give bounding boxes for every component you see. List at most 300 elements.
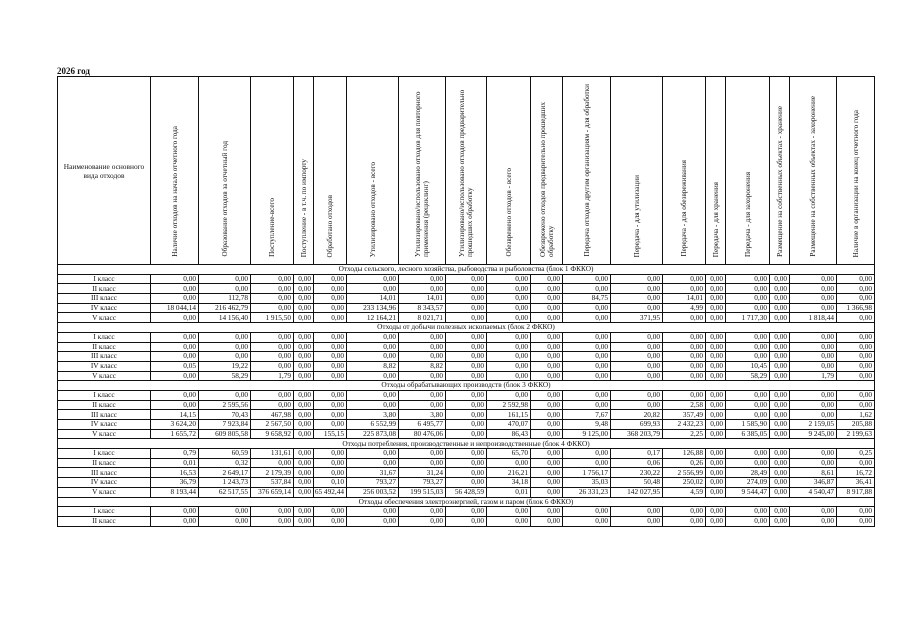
table-cell: 80 476,06: [399, 429, 446, 439]
table-row: [58, 390, 875, 400]
hazard-class-label: I класс: [58, 449, 151, 459]
table-row: [58, 449, 875, 459]
table-cell: 0,00: [726, 352, 770, 362]
column-header: [663, 77, 706, 265]
table-cell: 0,00: [314, 507, 347, 517]
table-cell: 0,00: [347, 507, 399, 517]
table-cell: 0,00: [770, 342, 790, 352]
section-title: Отходы сельского, лесного хозяйства, рыбоводства и рыболовства (блок 1 ФККО): [58, 265, 875, 275]
table-cell: 0,00: [837, 400, 875, 410]
table-cell: 0,00: [611, 352, 663, 362]
table-cell: 0,00: [399, 352, 446, 362]
table-cell: 0,00: [611, 342, 663, 352]
table-cell: 1,62: [837, 410, 875, 420]
table-cell: 376 659,14: [251, 487, 294, 497]
table-cell: 0,00: [399, 449, 446, 459]
table-cell: 1 655,72: [151, 429, 199, 439]
table-cell: 0,00: [726, 342, 770, 352]
table-cell: 0,00: [663, 274, 706, 284]
table-cell: 0,00: [314, 342, 347, 352]
hazard-class-label: II класс: [58, 342, 151, 352]
table-cell: 0,00: [563, 284, 611, 294]
section-row: [58, 381, 875, 391]
table-cell: 0,00: [726, 303, 770, 313]
table-cell: 0,00: [611, 294, 663, 304]
table-cell: 0,00: [611, 332, 663, 342]
table-cell: 1 243,73: [199, 478, 251, 488]
table-cell: 0,00: [446, 468, 487, 478]
table-cell: 2,58: [663, 400, 706, 410]
table-cell: 0,00: [531, 361, 563, 371]
table-cell: 1 366,98: [837, 303, 875, 313]
table-cell: 0,00: [294, 390, 314, 400]
table-cell: 0,00: [294, 361, 314, 371]
table-cell: 0,00: [399, 332, 446, 342]
table-cell: 2 649,17: [199, 468, 251, 478]
table-cell: 0,00: [563, 342, 611, 352]
table-cell: 84,75: [563, 294, 611, 304]
table-cell: 8 021,71: [399, 313, 446, 323]
table-cell: 0,00: [531, 507, 563, 517]
table-cell: 0,00: [399, 342, 446, 352]
table-cell: 0,00: [531, 371, 563, 381]
hazard-class-label: III класс: [58, 352, 151, 362]
table-cell: 0,00: [770, 400, 790, 410]
table-row: [58, 294, 875, 304]
table-cell: 0,00: [770, 352, 790, 362]
table-cell: 0,00: [726, 284, 770, 294]
table-cell: 0,00: [726, 400, 770, 410]
table-cell: 0,00: [347, 332, 399, 342]
table-cell: 35,03: [563, 478, 611, 488]
table-cell: 0,32: [199, 458, 251, 468]
table-cell: 0,00: [446, 429, 487, 439]
table-cell: 0,00: [251, 342, 294, 352]
table-cell: 274,09: [726, 478, 770, 488]
table-cell: 0,00: [663, 507, 706, 517]
column-header-label: Передача - для хранения: [711, 181, 720, 257]
column-header-label: Обезврежено отходов предварительно прошедших обработку: [538, 102, 555, 257]
column-header-label: Размещение на собственных объектах - хранение: [775, 106, 784, 257]
table-cell: 0,00: [314, 458, 347, 468]
table-cell: 0,00: [611, 371, 663, 381]
table-cell: 0,00: [663, 361, 706, 371]
table-cell: 0,00: [563, 507, 611, 517]
table-cell: 8 343,57: [399, 303, 446, 313]
table-cell: 0,00: [790, 303, 837, 313]
table-row: [58, 516, 875, 526]
table-cell: 0,00: [663, 332, 706, 342]
table-cell: 3 624,20: [151, 420, 199, 430]
table-cell: 205,88: [837, 420, 875, 430]
hazard-class-label: V класс: [58, 313, 151, 323]
section-title: Отходы потребления, производственные и непроизводственные (блок 4 ФККО): [58, 439, 875, 449]
table-row: [58, 507, 875, 517]
table-cell: 0,00: [446, 371, 487, 381]
table-cell: 0,00: [294, 352, 314, 362]
table-cell: 793,27: [347, 478, 399, 488]
table-cell: 0,00: [251, 352, 294, 362]
table-cell: 0,00: [663, 371, 706, 381]
table-cell: 0,00: [790, 400, 837, 410]
table-cell: 0,00: [294, 420, 314, 430]
table-cell: 0,00: [399, 390, 446, 400]
table-cell: 0,00: [151, 274, 199, 284]
table-cell: 1 915,50: [251, 313, 294, 323]
table-cell: 0,00: [294, 410, 314, 420]
table-row: [58, 400, 875, 410]
table-cell: 0,00: [563, 274, 611, 284]
table-cell: 0,00: [347, 352, 399, 362]
table-cell: 0,00: [347, 400, 399, 410]
waste-table: [57, 76, 875, 527]
table-cell: 0,00: [446, 478, 487, 488]
table-cell: 470,07: [487, 420, 531, 430]
hazard-class-label: III класс: [58, 294, 151, 304]
table-cell: 0,00: [837, 390, 875, 400]
table-cell: 0,00: [706, 420, 726, 430]
table-cell: 0,00: [199, 516, 251, 526]
table-cell: 0,00: [151, 390, 199, 400]
table-cell: 0,00: [770, 332, 790, 342]
table-cell: 0,00: [563, 371, 611, 381]
hazard-class-label: III класс: [58, 410, 151, 420]
table-cell: 86,43: [487, 429, 531, 439]
table-cell: 0,00: [199, 352, 251, 362]
table-cell: 0,00: [314, 332, 347, 342]
table-cell: 126,88: [663, 449, 706, 459]
column-header-label: Обезврежено отходов - всего: [504, 168, 513, 257]
column-header-label: Передача отходов другим организациям - для обработки: [582, 84, 591, 257]
table-cell: 0,00: [399, 458, 446, 468]
table-cell: 0,00: [294, 284, 314, 294]
table-cell: 0,00: [837, 274, 875, 284]
table-cell: 1 756,17: [563, 468, 611, 478]
table-cell: 4,59: [663, 487, 706, 497]
table-cell: 0,00: [487, 458, 531, 468]
hazard-class-label: I класс: [58, 274, 151, 284]
table-cell: 0,00: [487, 332, 531, 342]
table-cell: 0,00: [770, 294, 790, 304]
table-cell: 0,00: [347, 449, 399, 459]
hazard-class-label: II класс: [58, 284, 151, 294]
table-cell: 0,00: [294, 478, 314, 488]
hazard-class-label: IV класс: [58, 303, 151, 313]
table-cell: 0,00: [611, 516, 663, 526]
table-cell: 0,00: [314, 361, 347, 371]
table-cell: 0,00: [199, 390, 251, 400]
table-cell: 18 044,14: [151, 303, 199, 313]
table-cell: 0,00: [790, 342, 837, 352]
table-cell: 0,00: [399, 507, 446, 517]
table-cell: 0,00: [790, 458, 837, 468]
table-cell: 0,00: [611, 303, 663, 313]
section-title: Отходы обеспечения электроэнергией, газом и паром (блок 6 ФККО): [58, 497, 875, 507]
table-cell: 0,00: [347, 274, 399, 284]
table-cell: 0,00: [314, 516, 347, 526]
column-header: [294, 77, 314, 265]
table-cell: 0,00: [151, 352, 199, 362]
table-cell: 0,00: [837, 516, 875, 526]
table-cell: 9 544,47: [726, 487, 770, 497]
table-cell: 233 134,96: [347, 303, 399, 313]
table-cell: 4,99: [663, 303, 706, 313]
column-header: [726, 77, 770, 265]
table-cell: 0,00: [294, 313, 314, 323]
table-cell: 0,00: [706, 429, 726, 439]
table-cell: 0,00: [611, 400, 663, 410]
table-cell: 0,00: [294, 458, 314, 468]
table-cell: 0,00: [531, 478, 563, 488]
table-cell: 14,01: [399, 294, 446, 304]
table-cell: 0,00: [611, 507, 663, 517]
column-header-label: Обработано отходов: [326, 194, 334, 257]
table-cell: 0,00: [563, 332, 611, 342]
table-cell: 0,00: [837, 313, 875, 323]
table-cell: 0,00: [531, 516, 563, 526]
table-cell: 0,06: [611, 458, 663, 468]
table-row: [58, 284, 875, 294]
table-cell: 7 923,84: [199, 420, 251, 430]
table-cell: 6 552,99: [347, 420, 399, 430]
table-cell: 0,00: [151, 313, 199, 323]
table-cell: 0,00: [563, 400, 611, 410]
table-cell: 8,61: [790, 468, 837, 478]
table-cell: 0,00: [663, 284, 706, 294]
table-cell: 0,00: [611, 284, 663, 294]
column-header-label: Образование отходов за отчетный год: [220, 141, 229, 257]
table-cell: 0,10: [314, 478, 347, 488]
table-cell: 0,00: [837, 342, 875, 352]
table-cell: 0,00: [531, 390, 563, 400]
table-cell: 0,00: [531, 284, 563, 294]
table-cell: 0,00: [151, 400, 199, 410]
table-cell: 0,00: [487, 516, 531, 526]
table-cell: 0,00: [446, 458, 487, 468]
table-cell: 0,00: [663, 516, 706, 526]
table-cell: 28,49: [726, 468, 770, 478]
hazard-class-label: IV класс: [58, 420, 151, 430]
table-cell: 0,00: [706, 303, 726, 313]
column-header-name: Наименование основного вида отходов: [58, 77, 151, 265]
table-cell: 0,00: [251, 390, 294, 400]
table-cell: 0,05: [151, 361, 199, 371]
table-cell: 0,00: [837, 371, 875, 381]
table-cell: 0,00: [151, 516, 199, 526]
table-cell: 16,53: [151, 468, 199, 478]
table-cell: 0,00: [251, 274, 294, 284]
table-cell: 0,00: [770, 458, 790, 468]
table-cell: 3,80: [347, 410, 399, 420]
table-cell: 0,00: [770, 429, 790, 439]
table-cell: 0,00: [314, 390, 347, 400]
table-cell: 0,00: [487, 361, 531, 371]
hazard-class-label: I класс: [58, 390, 151, 400]
table-cell: 0,00: [726, 410, 770, 420]
table-cell: 0,00: [151, 294, 199, 304]
table-cell: 216,21: [487, 468, 531, 478]
table-cell: 0,00: [663, 313, 706, 323]
table-cell: 0,00: [770, 420, 790, 430]
table-cell: 50,48: [611, 478, 663, 488]
table-cell: 0,00: [151, 332, 199, 342]
table-cell: 0,00: [706, 507, 726, 517]
table-cell: 0,00: [706, 458, 726, 468]
table-cell: 0,00: [314, 371, 347, 381]
hazard-class-label: I класс: [58, 332, 151, 342]
table-cell: 0,00: [294, 303, 314, 313]
table-cell: 0,00: [663, 342, 706, 352]
table-cell: 0,00: [837, 507, 875, 517]
table-cell: 0,00: [726, 294, 770, 304]
hazard-class-label: V класс: [58, 487, 151, 497]
column-header: [563, 77, 611, 265]
table-cell: 609 805,58: [199, 429, 251, 439]
table-cell: 0,00: [314, 400, 347, 410]
table-cell: 0,00: [487, 284, 531, 294]
table-cell: 199 515,03: [399, 487, 446, 497]
table-cell: 0,00: [294, 516, 314, 526]
table-cell: 0,01: [151, 458, 199, 468]
table-cell: 0,00: [347, 284, 399, 294]
table-cell: 0,00: [347, 342, 399, 352]
table-cell: 0,00: [531, 449, 563, 459]
table-cell: 0,00: [531, 400, 563, 410]
table-cell: 0,00: [531, 352, 563, 362]
table-cell: 155,15: [314, 429, 347, 439]
column-header: [199, 77, 251, 265]
section-row: [58, 265, 875, 275]
table-cell: 1 818,44: [790, 313, 837, 323]
table-cell: 0,00: [251, 516, 294, 526]
table-cell: 0,00: [563, 361, 611, 371]
section-row: [58, 497, 875, 507]
table-cell: 0,00: [294, 274, 314, 284]
table-cell: 6 385,05: [726, 429, 770, 439]
table-cell: 0,00: [706, 478, 726, 488]
table-cell: 0,00: [706, 342, 726, 352]
table-row: [58, 410, 875, 420]
table-cell: 19,22: [199, 361, 251, 371]
table-cell: 0,00: [770, 487, 790, 497]
table-cell: 7,67: [563, 410, 611, 420]
table-cell: 0,00: [706, 390, 726, 400]
table-cell: 0,00: [563, 458, 611, 468]
table-cell: 70,43: [199, 410, 251, 420]
table-cell: 0,00: [770, 390, 790, 400]
table-cell: 3,80: [399, 410, 446, 420]
table-cell: 60,59: [199, 449, 251, 459]
table-cell: 699,93: [611, 420, 663, 430]
table-cell: 0,00: [837, 352, 875, 362]
table-cell: 2 432,23: [663, 420, 706, 430]
table-cell: 0,00: [446, 507, 487, 517]
table-cell: 0,00: [199, 284, 251, 294]
table-row: [58, 332, 875, 342]
table-cell: 161,15: [487, 410, 531, 420]
table-cell: 9 658,92: [251, 429, 294, 439]
table-cell: 0,00: [294, 507, 314, 517]
table-cell: 14,01: [663, 294, 706, 304]
table-cell: 0,00: [294, 342, 314, 352]
column-header: [837, 77, 875, 265]
table-row: [58, 313, 875, 323]
table-cell: 0,00: [770, 274, 790, 284]
table-cell: 0,00: [487, 342, 531, 352]
table-cell: 0,00: [790, 361, 837, 371]
table-cell: 0,00: [314, 313, 347, 323]
table-cell: 0,00: [770, 371, 790, 381]
table-cell: 14 156,40: [199, 313, 251, 323]
table-cell: 0,00: [399, 400, 446, 410]
table-cell: 14,15: [151, 410, 199, 420]
hazard-class-label: II класс: [58, 458, 151, 468]
table-cell: 0,00: [706, 352, 726, 362]
table-cell: 0,00: [314, 274, 347, 284]
table-cell: 0,00: [790, 352, 837, 362]
table-cell: 0,00: [726, 507, 770, 517]
table-cell: 0,00: [611, 361, 663, 371]
table-cell: 0,00: [446, 313, 487, 323]
column-header-label: Наличие в организации на конец отчетного года: [851, 109, 860, 257]
table-cell: 16,72: [837, 468, 875, 478]
table-cell: 230,22: [611, 468, 663, 478]
table-cell: 0,00: [446, 342, 487, 352]
table-cell: 250,02: [663, 478, 706, 488]
table-cell: 0,00: [446, 361, 487, 371]
table-cell: 0,00: [347, 516, 399, 526]
table-cell: 2 592,98: [487, 400, 531, 410]
column-header: [790, 77, 837, 265]
table-cell: 0,00: [294, 371, 314, 381]
table-cell: 0,00: [151, 371, 199, 381]
table-row: [58, 274, 875, 284]
table-cell: 2 159,05: [790, 420, 837, 430]
column-header-label: Утилизировано/использовано отходов для повторного применения (рециклинг): [414, 91, 430, 257]
table-cell: 2,25: [663, 429, 706, 439]
table-cell: 0,00: [531, 429, 563, 439]
table-cell: 0,00: [151, 284, 199, 294]
column-header-label: Передача - для захоронения: [743, 172, 752, 257]
table-cell: 0,00: [611, 274, 663, 284]
table-row: [58, 468, 875, 478]
table-cell: 0,00: [487, 352, 531, 362]
column-header: [399, 77, 446, 265]
table-cell: 0,00: [663, 352, 706, 362]
table-cell: 0,00: [706, 468, 726, 478]
table-cell: 0,00: [531, 313, 563, 323]
hazard-class-label: II класс: [58, 516, 151, 526]
table-cell: 31,24: [399, 468, 446, 478]
table-cell: 62 517,55: [199, 487, 251, 497]
table-cell: 2 567,50: [251, 420, 294, 430]
table-cell: 0,00: [837, 361, 875, 371]
column-header: [314, 77, 347, 265]
table-cell: 0,00: [294, 487, 314, 497]
table-cell: 8,82: [347, 361, 399, 371]
table-cell: 0,00: [251, 294, 294, 304]
table-cell: 0,00: [726, 449, 770, 459]
table-cell: 0,00: [446, 274, 487, 284]
hazard-class-label: IV класс: [58, 361, 151, 371]
table-cell: 0,26: [663, 458, 706, 468]
column-header: [251, 77, 294, 265]
section-row: [58, 323, 875, 333]
table-cell: 0,00: [770, 468, 790, 478]
column-header-label: Передача - для утилизации: [632, 174, 641, 257]
table-cell: 0,00: [770, 410, 790, 420]
hazard-class-label: I класс: [58, 507, 151, 517]
